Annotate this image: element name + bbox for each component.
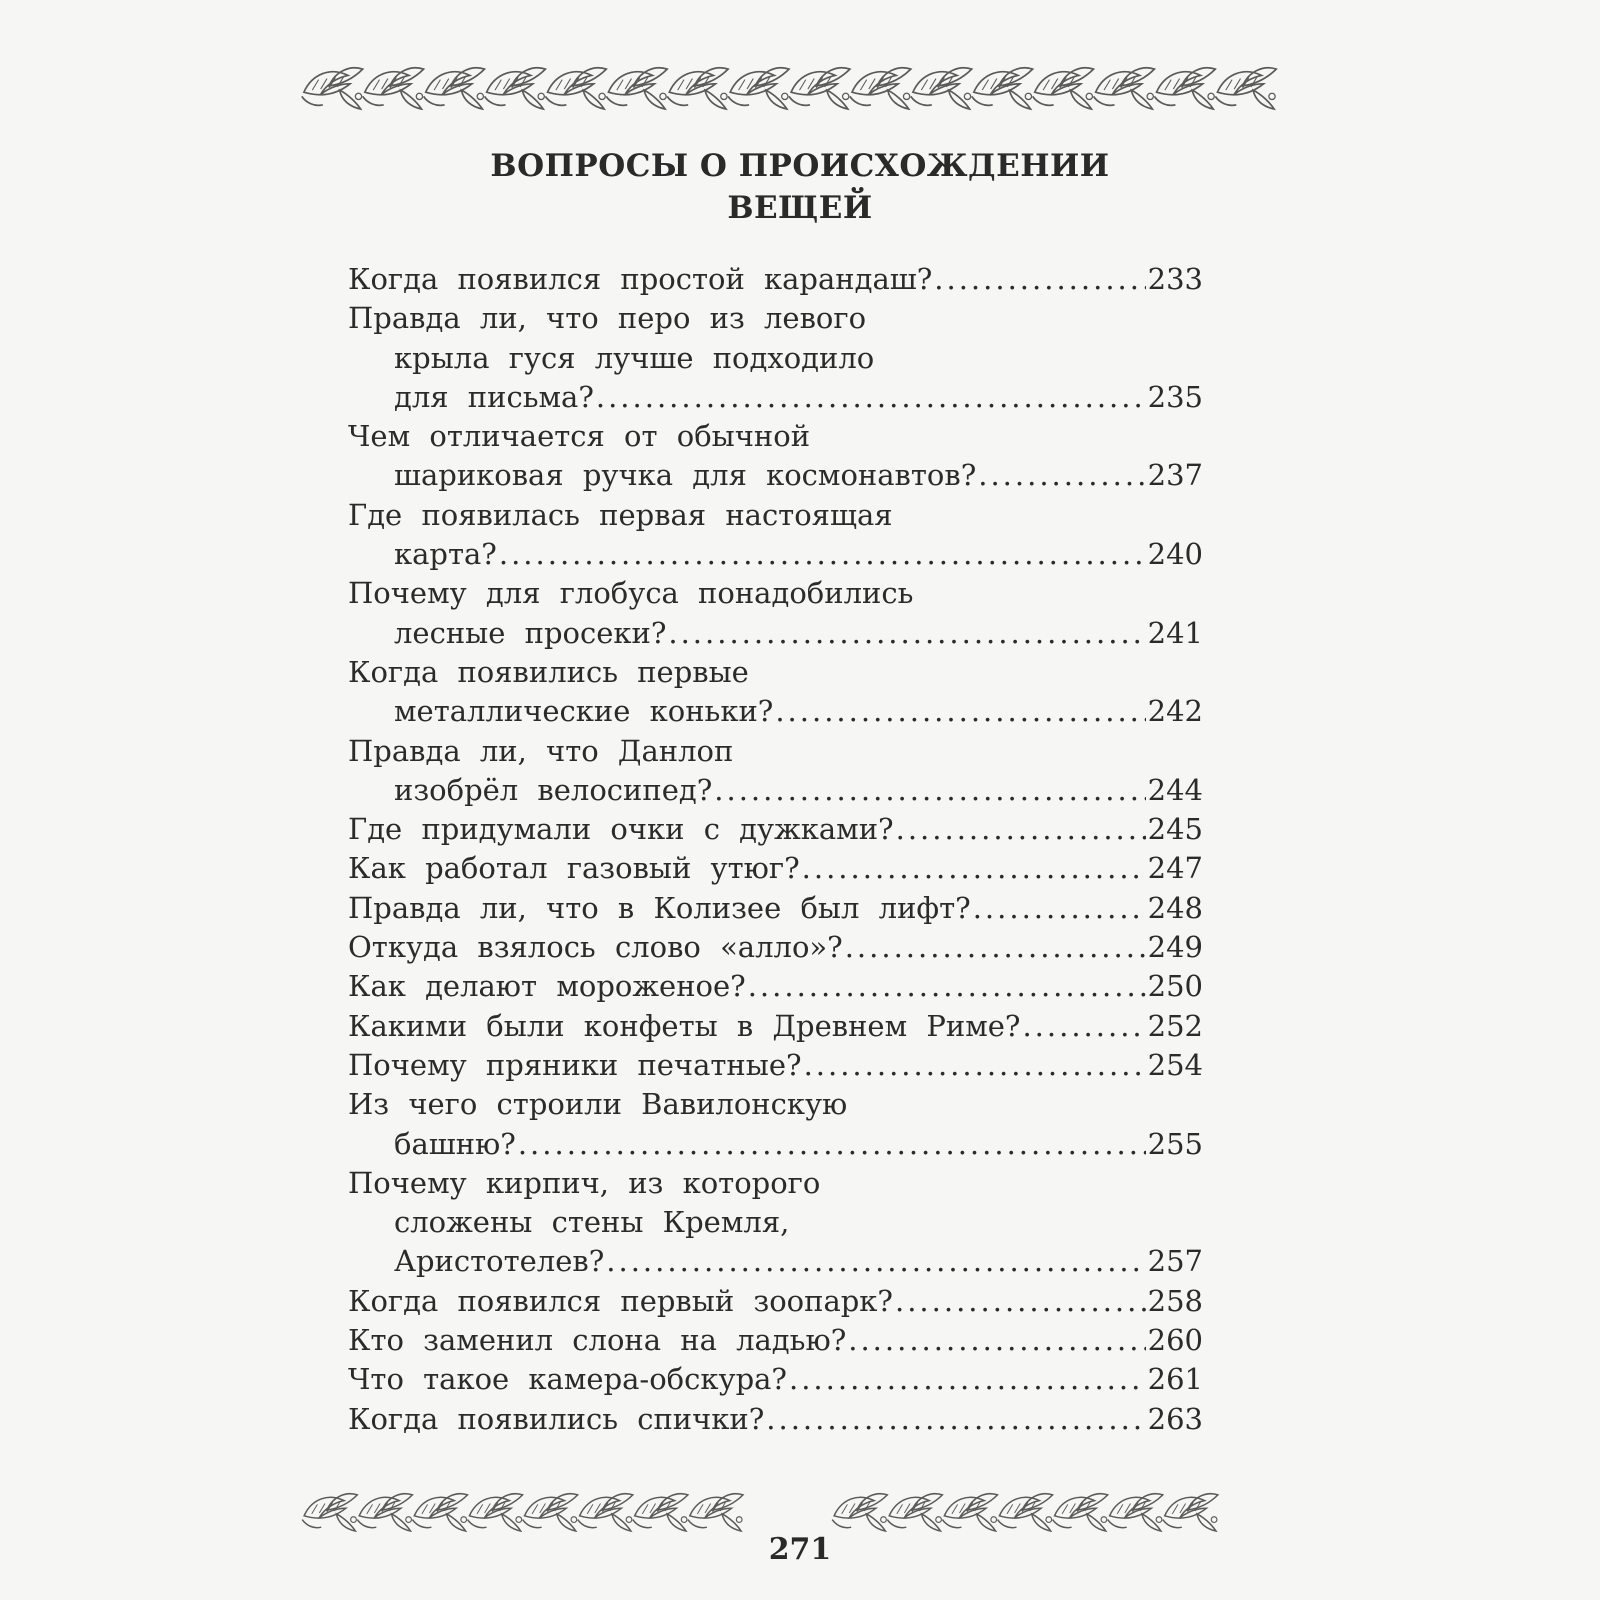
page-number: 271 bbox=[768, 1532, 832, 1567]
bottom-right-ornament-band bbox=[832, 1494, 1218, 1531]
dot-leader bbox=[804, 1046, 1146, 1085]
leaf-motif bbox=[468, 1494, 523, 1531]
leaf-motif bbox=[1163, 1494, 1218, 1531]
toc-entry-page: 255 bbox=[1147, 1126, 1203, 1161]
toc-entry-line bbox=[348, 1360, 1203, 1399]
leaf-motif bbox=[911, 68, 972, 109]
toc-entry bbox=[348, 1321, 1203, 1360]
toc-entry-title: крыла гуся лучше подходило bbox=[394, 340, 875, 375]
toc-entry bbox=[348, 653, 1203, 732]
toc-entry-line bbox=[348, 614, 1203, 653]
leaf-motif bbox=[357, 1494, 412, 1531]
toc-entry-page: 257 bbox=[1147, 1244, 1203, 1279]
leaf-motif bbox=[412, 1494, 467, 1531]
toc-entry-page: 237 bbox=[1147, 458, 1203, 493]
toc-entry-line bbox=[348, 928, 1203, 967]
toc-entry-line bbox=[348, 810, 1203, 849]
toc-entry bbox=[348, 732, 1203, 811]
toc-entry-line bbox=[348, 1242, 1203, 1281]
toc-entry-title: Когда появились первые bbox=[348, 654, 749, 689]
toc-entry-page: 235 bbox=[1147, 379, 1203, 414]
dot-leader bbox=[896, 810, 1146, 849]
leaf-motif bbox=[887, 1494, 942, 1531]
toc-entry-page: 258 bbox=[1147, 1283, 1203, 1318]
toc-entry-title: Из чего строили Вавилонскую bbox=[348, 1087, 848, 1122]
dot-leader bbox=[775, 692, 1145, 731]
toc-entry-page: 241 bbox=[1147, 615, 1203, 650]
toc-entry-title: башню? bbox=[394, 1126, 516, 1161]
toc-entry-page: 254 bbox=[1147, 1047, 1203, 1082]
toc-entry-title: Откуда взялось слово «алло»? bbox=[348, 930, 843, 965]
toc-entry-title: Почему для глобуса понадобились bbox=[348, 576, 914, 611]
toc-entry-line bbox=[348, 574, 1203, 613]
toc-entry-title: Правда ли, что перо из левого bbox=[348, 301, 867, 336]
toc-entry bbox=[348, 1085, 1203, 1164]
dot-leader bbox=[748, 967, 1146, 1006]
toc-entry-title: Правда ли, что Данлоп bbox=[348, 733, 734, 768]
leaf-motif bbox=[688, 1494, 743, 1531]
toc-entry bbox=[348, 967, 1203, 1006]
toc-entry-line bbox=[348, 1321, 1203, 1360]
leaf-motif bbox=[972, 68, 1033, 109]
toc-entry-title: Кто заменил слона на ладью? bbox=[348, 1323, 847, 1358]
leaf-motif bbox=[545, 68, 606, 109]
toc-entry-title: сложены стены Кремля, bbox=[394, 1205, 790, 1240]
leaf-motif bbox=[1053, 1494, 1108, 1531]
leaf-motif bbox=[667, 68, 728, 109]
leaf-motif bbox=[1154, 68, 1215, 109]
toc-entry-title: Когда появились спички? bbox=[348, 1401, 765, 1436]
toc-entry bbox=[348, 496, 1203, 575]
leaf-motif bbox=[1108, 1494, 1163, 1531]
toc-entry-title: Что такое камера-обскура? bbox=[348, 1362, 787, 1397]
toc-entry-title: Правда ли, что в Колизее был лифт? bbox=[348, 890, 971, 925]
dot-leader bbox=[895, 1282, 1146, 1321]
toc-entry-line bbox=[348, 771, 1203, 810]
toc-entry bbox=[348, 849, 1203, 888]
toc-entry-title: Когда появился простой карандаш? bbox=[348, 262, 933, 296]
toc-entry-title: Как работал газовый утюг? bbox=[348, 851, 800, 886]
toc-entry bbox=[348, 574, 1203, 653]
toc-entry-title: Чем отличается от обычной bbox=[348, 419, 811, 454]
leaf-motif bbox=[1215, 68, 1276, 109]
toc-entry-line bbox=[348, 417, 1203, 456]
toc-entry-title: Какими были конфеты в Древнем Риме? bbox=[348, 1008, 1021, 1043]
toc-entry-page: 245 bbox=[1147, 812, 1203, 847]
dot-leader bbox=[802, 849, 1146, 888]
dot-leader bbox=[845, 928, 1146, 967]
dot-leader bbox=[934, 260, 1145, 299]
toc-entry-page: 249 bbox=[1147, 930, 1203, 965]
toc-entry-line bbox=[348, 1282, 1203, 1321]
toc-entry-line bbox=[348, 339, 1203, 378]
dot-leader bbox=[714, 771, 1145, 810]
toc-entry-page: 247 bbox=[1147, 851, 1203, 886]
toc-entry-line bbox=[348, 496, 1203, 535]
toc-entry-page: 260 bbox=[1147, 1323, 1203, 1358]
leaf-motif bbox=[424, 68, 485, 109]
leaf-motif bbox=[485, 68, 546, 109]
dot-leader bbox=[596, 378, 1146, 417]
toc-entry-title: металлические коньки? bbox=[394, 694, 774, 729]
toc-entry-page: 250 bbox=[1147, 969, 1203, 1004]
toc-entry-page: 233 bbox=[1147, 262, 1203, 296]
toc-entry bbox=[348, 810, 1203, 849]
toc-entry-title: лесные просеки? bbox=[394, 615, 667, 650]
toc-entry-page: 261 bbox=[1147, 1362, 1203, 1397]
toc-entry-line bbox=[348, 1203, 1203, 1242]
dot-leader bbox=[518, 1125, 1146, 1164]
leaf-motif bbox=[850, 68, 911, 109]
toc-entry-page: 263 bbox=[1147, 1401, 1203, 1436]
toc-entry-line bbox=[348, 653, 1203, 692]
leaf-motif bbox=[578, 1494, 633, 1531]
dot-leader bbox=[668, 614, 1145, 653]
leaf-motif bbox=[606, 68, 667, 109]
leaf-motif bbox=[1033, 68, 1094, 109]
table-of-contents bbox=[348, 260, 1203, 1439]
toc-entry-line bbox=[348, 1046, 1203, 1085]
toc-entry-line bbox=[348, 889, 1203, 928]
toc-entry-title: Почему кирпич, из которого bbox=[348, 1165, 821, 1200]
leaf-motif bbox=[1094, 68, 1155, 109]
toc-entry-line bbox=[348, 967, 1203, 1006]
dot-leader bbox=[499, 535, 1146, 574]
dot-leader bbox=[973, 889, 1146, 928]
toc-entry bbox=[348, 1400, 1203, 1439]
toc-entry-page: 248 bbox=[1147, 890, 1203, 925]
dot-leader bbox=[789, 1360, 1146, 1399]
leaf-motif bbox=[523, 1494, 578, 1531]
toc-entry-title: карта? bbox=[394, 537, 497, 572]
toc-entry-line bbox=[348, 1007, 1203, 1046]
bottom-left-ornament-band bbox=[302, 1494, 743, 1531]
toc-entry-line bbox=[348, 535, 1203, 574]
toc-entry bbox=[348, 889, 1203, 928]
leaf-motif bbox=[998, 1494, 1053, 1531]
toc-entry bbox=[348, 417, 1203, 496]
toc-entry bbox=[348, 1164, 1203, 1282]
toc-entry-line bbox=[348, 849, 1203, 888]
dot-leader bbox=[606, 1242, 1145, 1281]
toc-entry bbox=[348, 1007, 1203, 1046]
leaf-motif bbox=[942, 1494, 997, 1531]
toc-entry-line bbox=[348, 1125, 1203, 1164]
toc-entry-page: 240 bbox=[1147, 537, 1203, 572]
leaf-motif bbox=[633, 1494, 688, 1531]
toc-entry-line bbox=[348, 1400, 1203, 1439]
toc-entry bbox=[348, 1282, 1203, 1321]
toc-entry-line bbox=[348, 260, 1203, 299]
toc-entry-page: 242 bbox=[1147, 694, 1203, 729]
toc-entry bbox=[348, 299, 1203, 417]
toc-entry-title: Где придумали очки с дужками? bbox=[348, 812, 894, 847]
leaf-motif bbox=[302, 1494, 357, 1531]
toc-entry-title: для письма? bbox=[394, 379, 594, 414]
toc-entry bbox=[348, 1360, 1203, 1399]
toc-entry bbox=[348, 260, 1203, 299]
section-title bbox=[300, 145, 1300, 229]
leaf-motif bbox=[832, 1494, 887, 1531]
leaf-motif bbox=[363, 68, 424, 109]
toc-entry-title: Где появилась первая настоящая bbox=[348, 497, 893, 532]
toc-entry-title: Почему пряники печатные? bbox=[348, 1047, 802, 1082]
toc-entry-line bbox=[348, 1085, 1203, 1124]
toc-entry-title: изобрёл велосипед? bbox=[394, 772, 713, 807]
toc-entry-line bbox=[348, 692, 1203, 731]
toc-entry-line bbox=[348, 1164, 1203, 1203]
toc-entry-line bbox=[348, 456, 1203, 495]
toc-entry-title: Когда появился первый зоопарк? bbox=[348, 1283, 893, 1318]
leaf-motif bbox=[728, 68, 789, 109]
toc-entry-title: шариковая ручка для космонавтов? bbox=[394, 458, 977, 493]
section-title-line-2: ВЕЩЕЙ bbox=[727, 190, 873, 226]
toc-entry-line bbox=[348, 378, 1203, 417]
toc-entry-line bbox=[348, 732, 1203, 771]
leaf-motif bbox=[302, 68, 363, 109]
dot-leader bbox=[848, 1321, 1145, 1360]
section-title-line-1: ВОПРОСЫ О ПРОИСХОЖДЕНИИ bbox=[490, 148, 1110, 184]
toc-entry-title: Как делают мороженое? bbox=[348, 969, 746, 1004]
toc-entry-title: Аристотелев? bbox=[394, 1244, 605, 1279]
top-ornament-band bbox=[302, 68, 1276, 109]
dot-leader bbox=[1022, 1007, 1145, 1046]
toc-entry bbox=[348, 928, 1203, 967]
toc-entry bbox=[348, 1046, 1203, 1085]
leaf-motif bbox=[789, 68, 850, 109]
toc-entry-page: 244 bbox=[1147, 772, 1203, 807]
dot-leader bbox=[978, 456, 1145, 495]
toc-entry-page: 252 bbox=[1147, 1008, 1203, 1043]
toc-entry-line bbox=[348, 299, 1203, 338]
dot-leader bbox=[766, 1400, 1145, 1439]
